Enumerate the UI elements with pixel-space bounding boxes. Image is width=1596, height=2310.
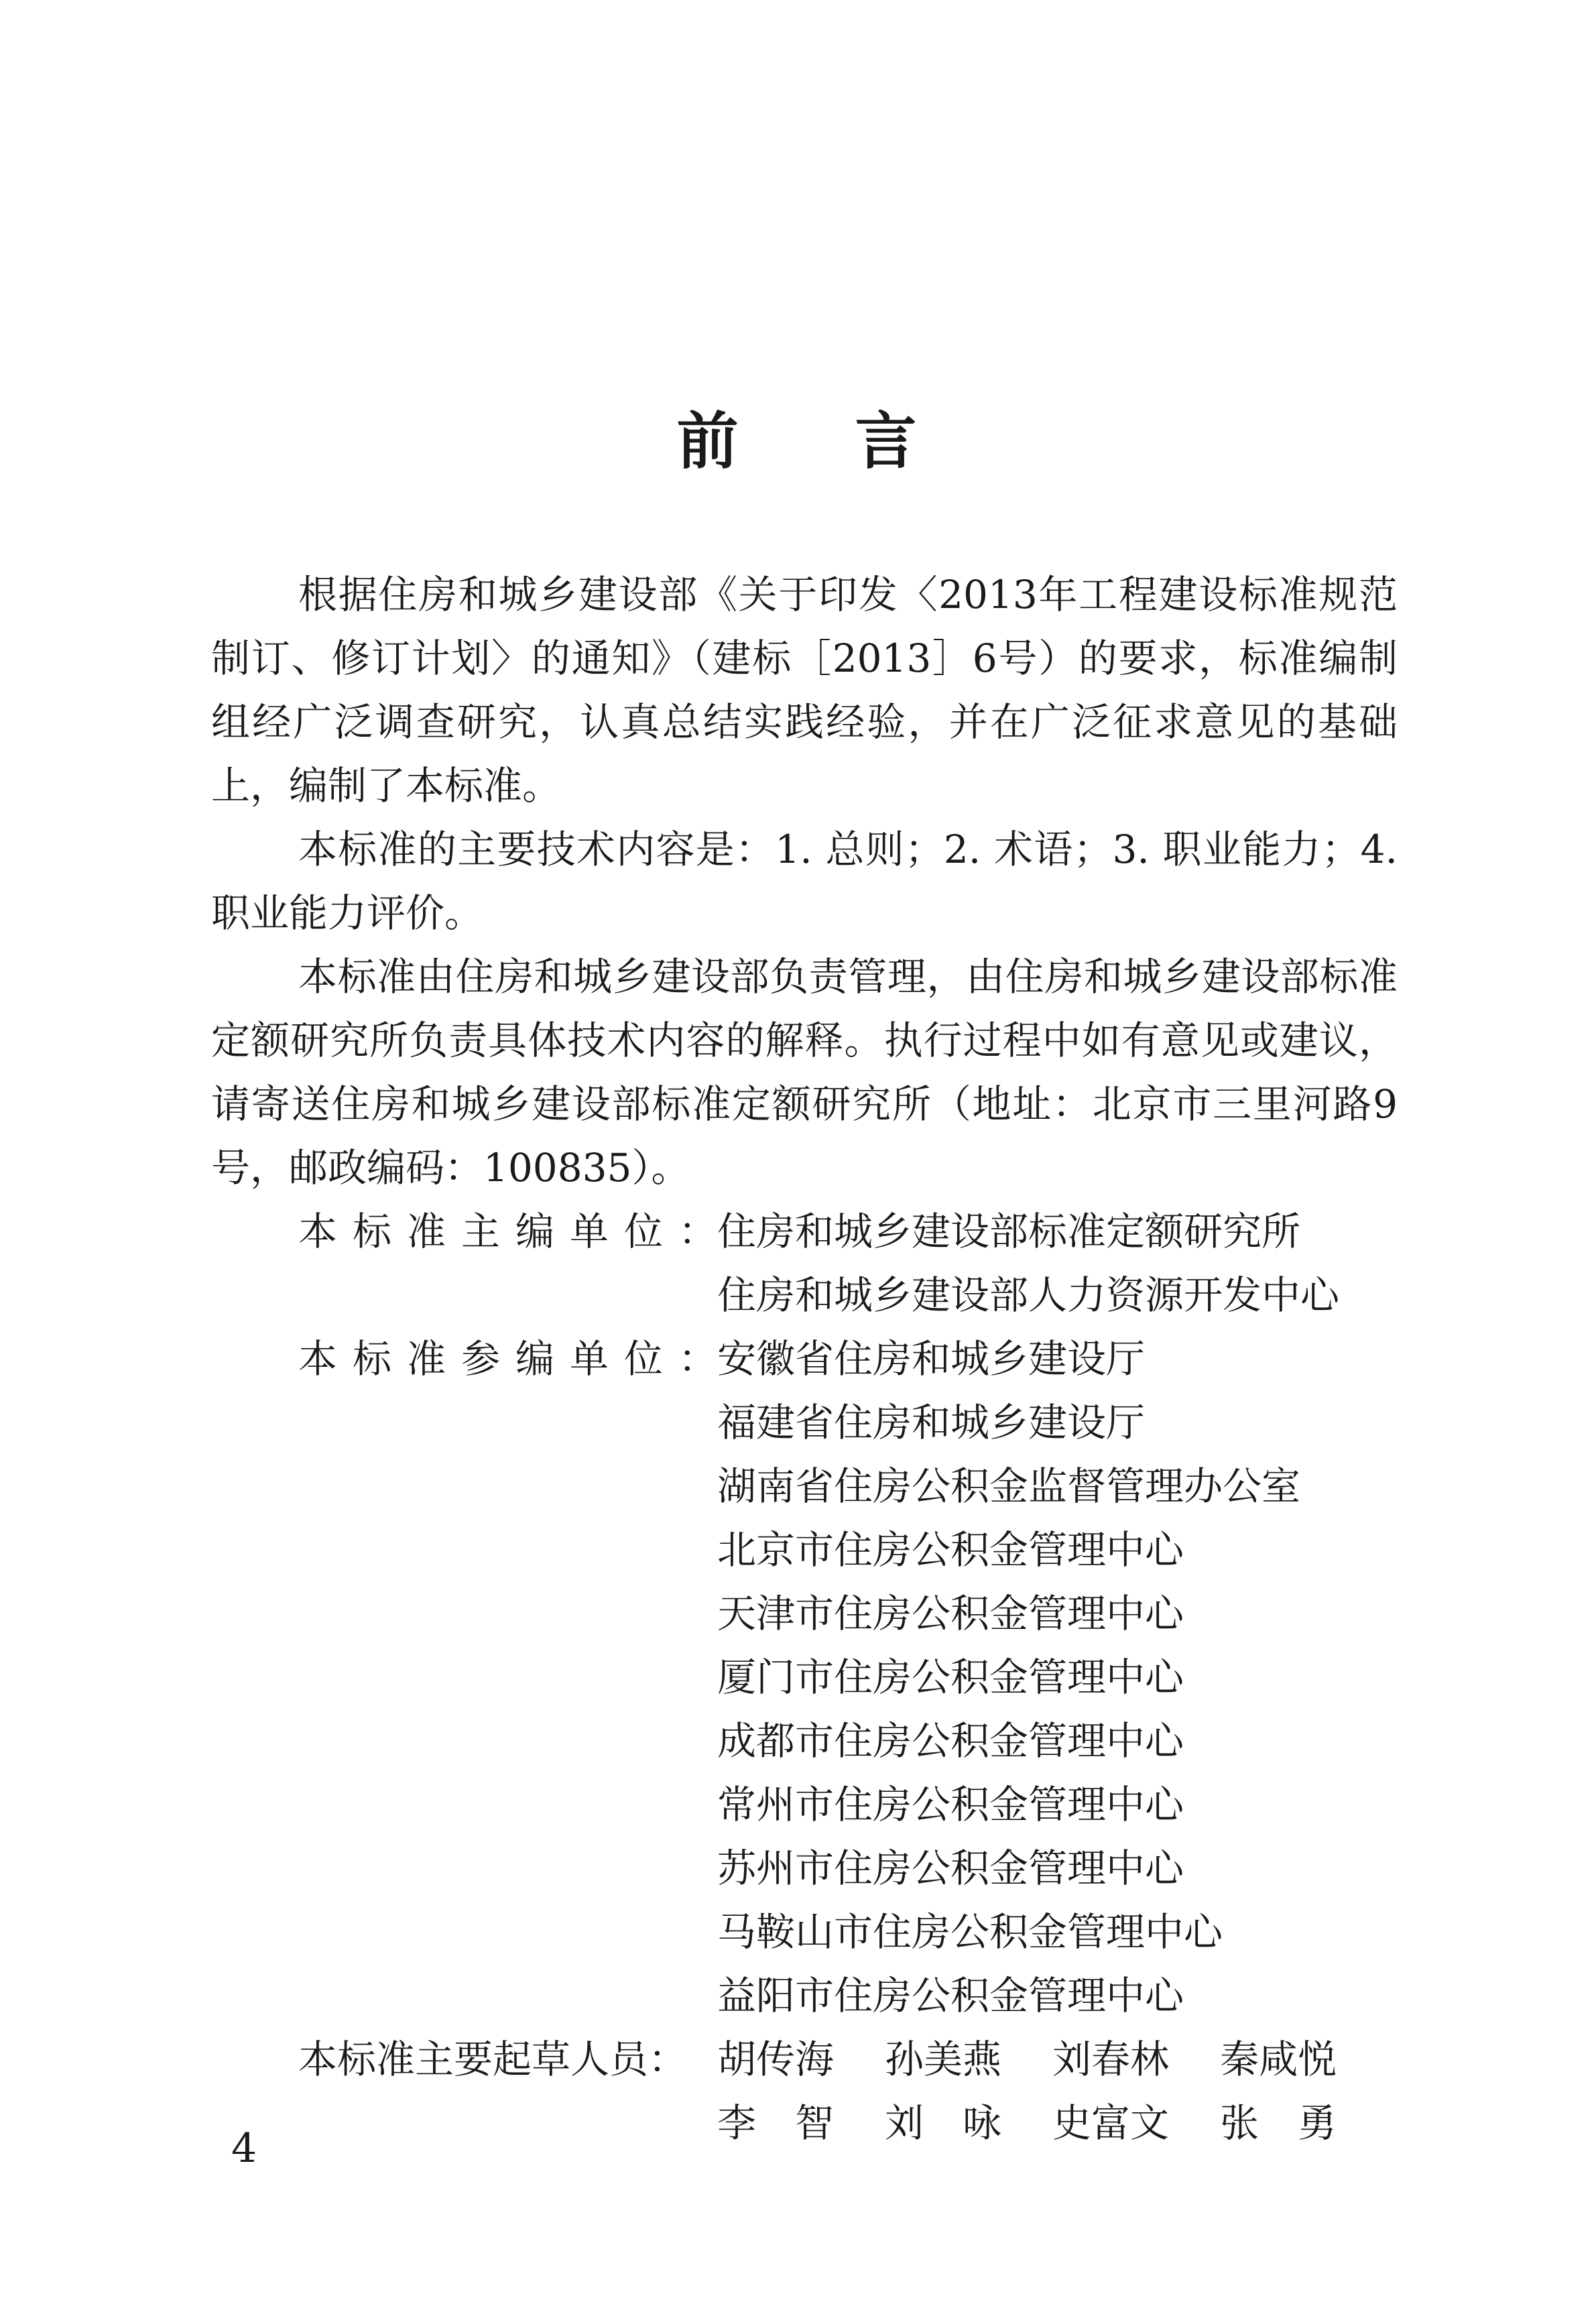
participating-unit-item: 天津市住房公积金管理中心	[717, 1591, 1184, 1636]
participating-units-list	[717, 1327, 1300, 2028]
participating-unit-item: 北京市住房公积金管理中心	[717, 1527, 1184, 1573]
label-char: 单	[569, 1336, 609, 1382]
chief-unit-item: 住房和城乡建设部人力资源开发中心	[717, 1272, 1340, 1318]
title-char-2: 言	[855, 405, 920, 477]
drafter-name: 李 智	[717, 2100, 835, 2146]
participating-unit-item: 成都市住房公积金管理中心	[717, 1718, 1184, 1764]
label-char: 编	[515, 1209, 554, 1254]
drafters-label: 本标准主要起草人员：	[298, 2037, 688, 2082]
label-char: 本	[298, 1336, 338, 1382]
participating-unit-item: 安徽省住房和城乡建设厅	[717, 1336, 1146, 1382]
drafters-row	[298, 2028, 1388, 2155]
page-number: 4	[231, 2125, 257, 2172]
drafter-name: 史富文	[1052, 2100, 1170, 2146]
participating-unit-item: 苏州市住房公积金管理中心	[717, 1845, 1184, 1891]
label-char: 主	[461, 1209, 500, 1254]
label-char: 参	[461, 1336, 500, 1382]
paragraph-2: 本标准的主要技术内容是：1. 总则；2. 术语；3. 职业能力；4. 职业能力评价。	[211, 827, 1398, 936]
label-char: 位	[623, 1209, 663, 1254]
title-char-1: 前	[676, 405, 741, 477]
label-char: ：	[678, 1209, 717, 1254]
drafter-name: 刘 咏	[885, 2100, 1002, 2146]
chief-unit-item: 住房和城乡建设部标准定额研究所	[717, 1209, 1301, 1254]
label-char: 单	[569, 1209, 609, 1254]
chief-units-label	[298, 1200, 717, 1327]
participating-units-label	[298, 1327, 717, 2028]
preface-body	[211, 563, 1398, 1200]
label-char: 编	[515, 1336, 554, 1382]
drafters-list	[717, 2028, 1388, 2155]
label-char: ：	[678, 1336, 717, 1382]
page-title	[0, 392, 1596, 481]
participating-unit-item: 厦门市住房公积金管理中心	[717, 1654, 1184, 1700]
label-char: 准	[406, 1209, 446, 1254]
units-section	[298, 1200, 1388, 2155]
participating-unit-item: 常州市住房公积金管理中心	[717, 1782, 1184, 1827]
participating-unit-item: 湖南省住房公积金监督管理办公室	[717, 1463, 1301, 1509]
drafters-line-2	[717, 2091, 1388, 2155]
drafter-name: 张 勇	[1220, 2100, 1337, 2146]
participating-unit-item: 益阳市住房公积金管理中心	[717, 1973, 1184, 2018]
participating-units-row	[298, 1327, 1388, 2028]
label-char: 本	[298, 1209, 338, 1254]
participating-unit-item: 福建省住房和城乡建设厅	[717, 1400, 1146, 1445]
label-char: 标	[352, 1336, 391, 1382]
drafter-name: 孙美燕	[885, 2037, 1002, 2082]
label-char: 标	[352, 1209, 391, 1254]
paragraph-3: 本标准由住房和城乡建设部负责管理，由住房和城乡建设部标准定额研究所负责具体技术内容的解释。执行过程中如有意见或建议，请寄送住房和城乡建设部标准定额研究所（地址：北京市三里河路9号，邮政编码：100835）。	[211, 954, 1398, 1191]
drafter-name: 刘春林	[1052, 2037, 1170, 2082]
label-char: 位	[623, 1336, 663, 1382]
drafter-name: 秦咸悦	[1220, 2037, 1337, 2082]
drafter-name: 胡传海	[717, 2037, 835, 2082]
paragraph-1: 根据住房和城乡建设部《关于印发〈2013年工程建设标准规范制订、修订计划〉的通知》（建标［2013］6号）的要求，标准编制组经广泛调查研究，认真总结实践经验，并在广泛征求意见的基础上，编制了本标准。	[211, 572, 1398, 808]
label-char: 准	[406, 1336, 446, 1382]
drafters-line-1	[717, 2028, 1388, 2091]
participating-unit-item: 马鞍山市住房公积金管理中心	[717, 1909, 1223, 1955]
chief-units-list	[717, 1200, 1339, 1327]
chief-units-row	[298, 1200, 1388, 1327]
